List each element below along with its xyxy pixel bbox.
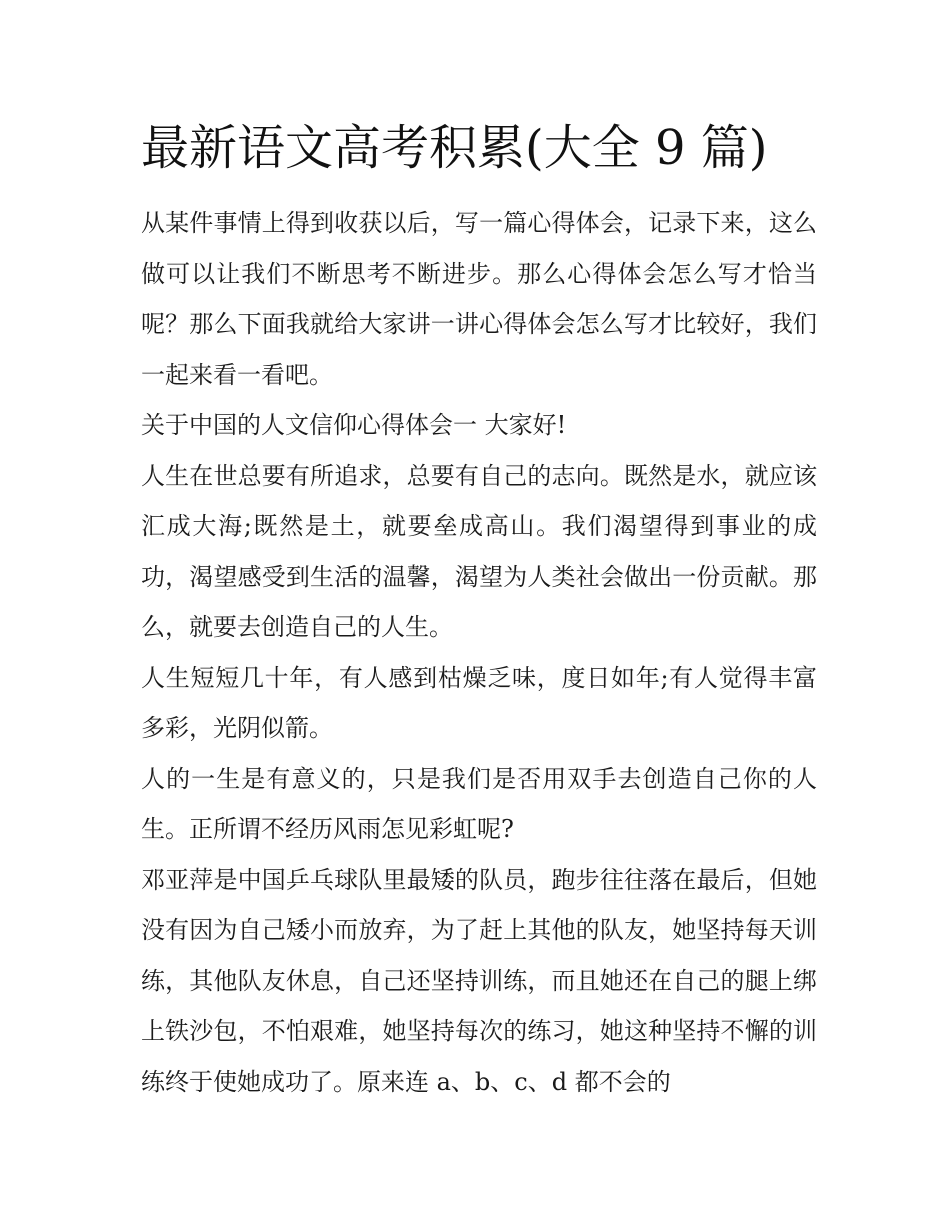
paragraph-meaning: 人的一生是有意义的，只是我们是否用双手去创造自己你的人生。正所谓不经历风雨怎见彩虹呢? bbox=[141, 764, 817, 843]
paragraph-ambition: 人生在世总要有所追求，总要有自己的志向。既然是水，就应该汇成大海;既然是土，就要垒成高山。我们渴望得到事业的成功，渴望感受到生活的温馨，渴望为人类社会做出一份贡献。那么，就要去创造自己的人生。 bbox=[141, 461, 817, 641]
paragraph-section-heading: 关于中国的人文信仰心得体会一 大家好! bbox=[141, 411, 567, 439]
document-body bbox=[141, 198, 817, 1107]
paragraph-life-short: 人生短短几十年，有人感到枯燥乏味，度日如年;有人觉得丰富多彩，光阴似箭。 bbox=[141, 663, 817, 742]
document-title: 最新语文高考积累(大全 9 篇) bbox=[141, 120, 768, 176]
paragraph-deng-yaping: 邓亚萍是中国乒乓球队里最矮的队员，跑步往往落在最后，但她没有因为自己矮小而放弃，为了赶上其他的队友，她坚持每天训练，其他队友休息，自己还坚持训练，而且她还在自己的腿上绑上铁沙包，不怕艰难，她坚持每次的练习，她这种坚持不懈的训练终于使她成功了。原来连 a、b、c、d 都不会的 bbox=[141, 865, 817, 1096]
paragraph-intro: 从某件事情上得到收获以后，写一篇心得体会，记录下来，这么做可以让我们不断思考不断进步。那么心得体会怎么写才恰当呢？那么下面我就给大家讲一讲心得体会怎么写才比较好，我们一起来看一看吧。 bbox=[141, 209, 817, 389]
